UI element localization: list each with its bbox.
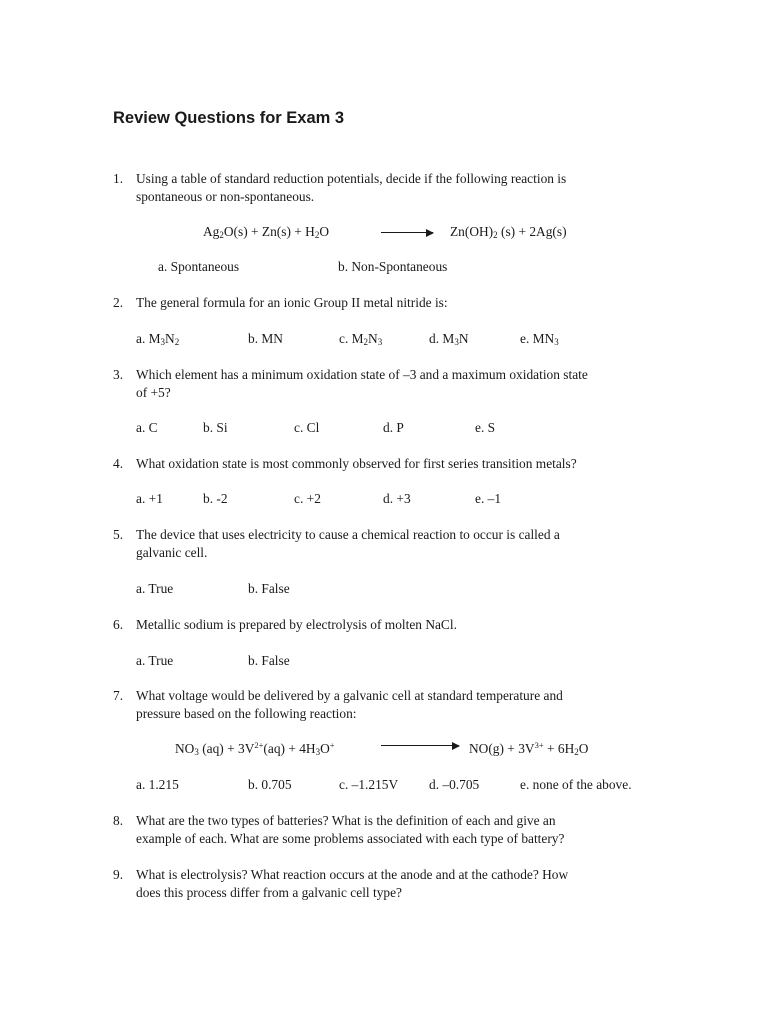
question-number: 7. bbox=[113, 688, 124, 703]
answer-option[interactable]: b. Si bbox=[203, 420, 228, 435]
answer-option[interactable]: e. $MN_3$ bbox=[520, 331, 559, 347]
question-text: pressure based on the following reaction: bbox=[136, 706, 357, 721]
answer-option[interactable]: c. –1.215V bbox=[339, 777, 399, 792]
answer-option[interactable]: c. +2 bbox=[294, 491, 321, 506]
question-number: 9. bbox=[113, 867, 124, 882]
answer-option[interactable]: b. False bbox=[248, 653, 290, 668]
question-text: spontaneous or non-spontaneous. bbox=[136, 189, 315, 204]
question-text: The general formula for an ionic Group II metal nitride is: bbox=[136, 295, 448, 310]
answer-option[interactable]: a. C bbox=[136, 420, 158, 435]
question-text: What oxidation state is most commonly observed for first series transition metals? bbox=[136, 456, 577, 471]
question-text: The device that uses electricity to cause a chemical reaction to occur is called a bbox=[136, 527, 560, 542]
answer-option[interactable]: b. Non-Spontaneous bbox=[338, 259, 448, 274]
answer-option[interactable]: a. True bbox=[136, 653, 174, 668]
question-text: What voltage would be delivered by a galvanic cell at standard temperature and bbox=[136, 688, 563, 703]
question-text: Metallic sodium is prepared by electrolysis of molten NaCl. bbox=[136, 617, 457, 632]
answer-option[interactable]: d. P bbox=[383, 420, 404, 435]
reaction-reactants: $NO_3$ $(aq) + 3V^{2+}(aq) + 4H_3O^+$ bbox=[175, 740, 335, 757]
question-number: 8. bbox=[113, 813, 124, 828]
answer-option[interactable]: e. S bbox=[475, 420, 496, 435]
reaction-reactants: $Ag_2O(s) + Zn(s) + H_2O$ bbox=[203, 224, 330, 240]
answer-option[interactable]: b. MN bbox=[248, 331, 283, 346]
question-number: 4. bbox=[113, 456, 124, 471]
question-text: What are the two types of batteries? What is the definition of each and give an bbox=[136, 813, 556, 828]
answer-option[interactable]: e. –1 bbox=[475, 491, 502, 506]
answer-option[interactable]: e. none of the above. bbox=[520, 777, 632, 792]
answer-option[interactable]: a. True bbox=[136, 581, 174, 596]
answer-option[interactable]: a. $M_3N_2$ bbox=[136, 331, 180, 347]
question-number: 3. bbox=[113, 367, 124, 382]
answer-option[interactable]: c. Cl bbox=[294, 420, 320, 435]
reaction-arrow bbox=[381, 745, 459, 746]
question-number: 2. bbox=[113, 295, 124, 310]
question-text: does this process differ from a galvanic cell type? bbox=[136, 885, 402, 900]
question-text: Which element has a minimum oxidation state of –3 and a maximum oxidation state bbox=[136, 367, 588, 382]
page-title: Review Questions for Exam 3 bbox=[113, 109, 345, 127]
question-number: 1. bbox=[113, 171, 124, 186]
question-text: What is electrolysis? What reaction occurs at the anode and at the cathode? How bbox=[136, 867, 569, 882]
question-number: 6. bbox=[113, 617, 124, 632]
reaction-products: $Zn(OH)_2$ (s) + 2Ag(s) bbox=[450, 224, 567, 240]
answer-option[interactable]: a. Spontaneous bbox=[158, 259, 240, 274]
answer-option[interactable]: d. $M_3N$ bbox=[429, 331, 469, 347]
question-text: of +5? bbox=[136, 385, 171, 400]
answer-option[interactable]: d. +3 bbox=[383, 491, 411, 506]
question-text: Using a table of standard reduction potentials, decide if the following reaction is bbox=[136, 171, 567, 186]
answer-option[interactable]: d. –0.705 bbox=[429, 777, 480, 792]
answer-option[interactable]: b. False bbox=[248, 581, 290, 596]
answer-option[interactable]: b. -2 bbox=[203, 491, 228, 506]
answer-option[interactable]: c. $M_2N_3$ bbox=[339, 331, 383, 347]
answer-option[interactable]: a. 1.215 bbox=[136, 777, 179, 792]
reaction-arrow bbox=[381, 232, 433, 233]
question-text: galvanic cell. bbox=[136, 545, 208, 560]
answer-option[interactable]: b. 0.705 bbox=[248, 777, 292, 792]
question-text: example of each. What are some problems associated with each type of battery? bbox=[136, 831, 565, 846]
question-number: 5. bbox=[113, 527, 124, 542]
reaction-products: $NO(g) + 3V^{3+} + 6H_2O$ bbox=[469, 740, 589, 757]
answer-option[interactable]: a. +1 bbox=[136, 491, 163, 506]
